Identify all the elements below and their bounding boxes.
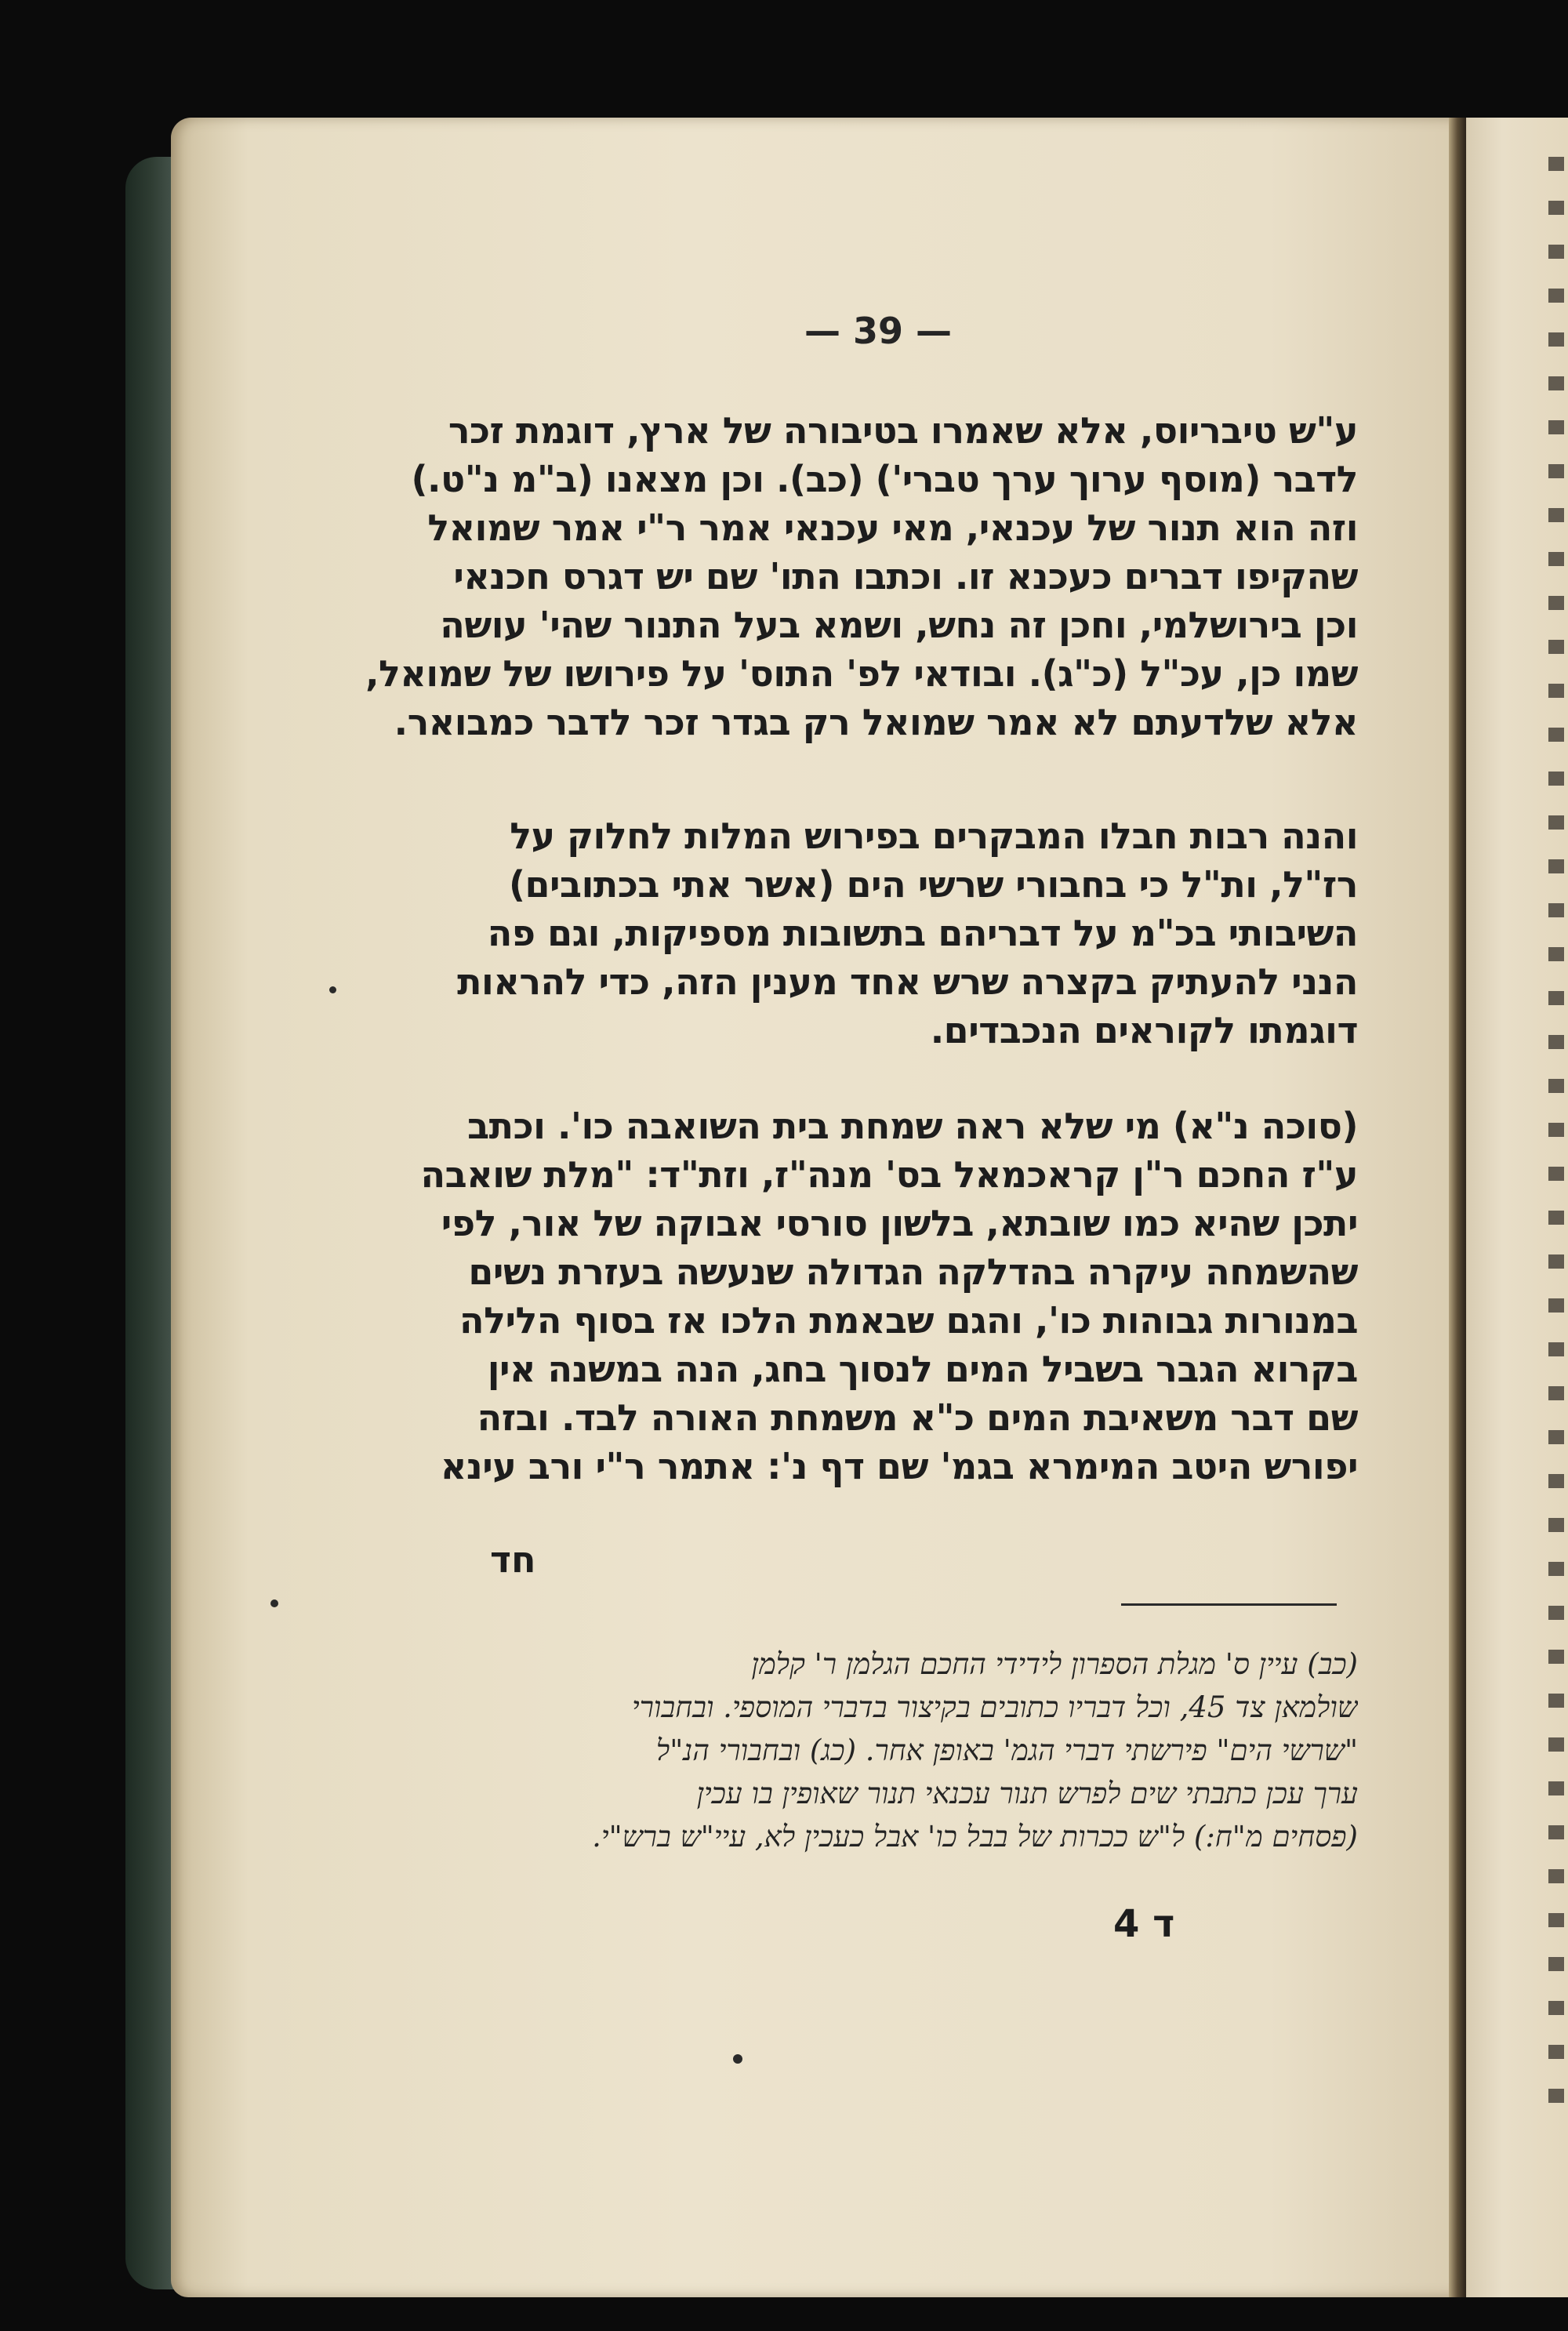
text-line: יתכן שהיא כמו שובתא, בלשון סורסי אבוקה של אור, לפי bbox=[441, 1202, 1358, 1244]
paragraph-1 bbox=[362, 406, 1358, 746]
text-line: שהקיפו דברים כעכנא זו. וכתבו התו' שם יש דגרס חכנאי bbox=[453, 555, 1358, 597]
text-line: שם דבר משאיבת המים כ"א משמחת האורה לבד. ובזה bbox=[477, 1396, 1358, 1439]
signature-mark: ד 4 bbox=[1113, 1902, 1175, 1946]
text-line: (סוכה נ"א) מי שלא ראה שמחת בית השואבה כו'. וכתב bbox=[467, 1105, 1358, 1147]
ink-speck bbox=[270, 1599, 278, 1607]
footnote-line: "שרשי הים" פירשתי דברי הגמ' באופן אחר. (כג) ובחבורי הנ"ל bbox=[655, 1734, 1358, 1767]
text-line: הנני להעתיק בקצרה שרש אחד מענין הזה, כדי להראות bbox=[457, 960, 1358, 1003]
next-page-text-edge bbox=[1548, 157, 1564, 2117]
ink-speck bbox=[329, 986, 336, 993]
footnote-line: ערך עכן כתבתי שים לפרש תנור עכנאי תנור שאופין בו עכין bbox=[696, 1777, 1358, 1810]
catchword: חד bbox=[490, 1538, 536, 1581]
text-line: השיבותי בכ"מ על דבריהם בתשובות מספיקות, וגם פה bbox=[487, 912, 1358, 954]
page-number: — 39 — bbox=[804, 310, 953, 352]
text-line: יפורש היטב המימרא בגמ' שם דף נ': אתמר ר"י ורב עינא bbox=[440, 1445, 1358, 1487]
text-line: שהשמחה עיקרה בהדלקה הגדולה שנעשה בעזרת נשים bbox=[468, 1251, 1358, 1293]
footnote-rule bbox=[1121, 1603, 1337, 1606]
text-line: וזה הוא תנור של עכנאי, מאי עכנאי אמר ר"י אמר שמואל bbox=[427, 507, 1358, 549]
footnote-line: (פסחים מ"ח:) ל"ש ככרות של בבל כו' אבל כעכין לא, עיי"ש ברש"י. bbox=[592, 1820, 1358, 1854]
text-line: ע"ז החכם ר"ן קראכמאל בס' מנה"ז, וזת"ד: "מלת שואבה bbox=[420, 1153, 1358, 1196]
text-line: רז"ל, ות"ל כי בחבורי שרשי הים (אשר אתי בכתובים) bbox=[508, 863, 1358, 906]
paragraph-3 bbox=[362, 1102, 1358, 1490]
text-line: דוגמתו לקוראים הנכבדים. bbox=[930, 1009, 1358, 1051]
text-line: ע"ש טיבריוס, אלא שאמרו בטיבורה של ארץ, דוגמת זכר bbox=[448, 409, 1358, 452]
text-line: והנה רבות חבלו המבקרים בפירוש המלות לחלוק על bbox=[510, 815, 1358, 857]
text-line: שמו כן, עכ"ל (כ"ג). ובודאי לפ' התוס' על פירושו של שמואל, bbox=[365, 652, 1358, 695]
paragraph-2 bbox=[362, 811, 1358, 1055]
page-gutter bbox=[1449, 118, 1466, 2297]
ink-speck bbox=[733, 2054, 742, 2064]
text-line: וכן בירושלמי, וחכן זה נחש, ושמא בעל התנור שהי' עושה bbox=[440, 604, 1358, 646]
text-line: לדבר (מוסף ערוך ערך טברי') (כב). וכן מצאנו (ב"מ נ"ט.) bbox=[411, 458, 1358, 500]
footnote-line: (כב) עיין ס' מגלת הספרון לידידי החכם הגלמן ר' קלמן bbox=[751, 1647, 1358, 1681]
footnote-line: שולמאן צד 45, וכל דבריו כתובים בקיצור בדברי המוספי. ובחבורי bbox=[632, 1690, 1358, 1724]
text-line: אלא שלדעתם לא אמר שמואל רק בגדר זכר לדבר כמבואר. bbox=[394, 701, 1358, 743]
text-line: בקרוא הגבר בשביל המים לנסוך בחג, הנה במשנה אין bbox=[487, 1348, 1358, 1390]
text-line: במנורות גבוהות כו', והגם שבאמת הלכו אז בסוף הלילה bbox=[459, 1299, 1358, 1342]
footnotes bbox=[362, 1643, 1358, 1858]
